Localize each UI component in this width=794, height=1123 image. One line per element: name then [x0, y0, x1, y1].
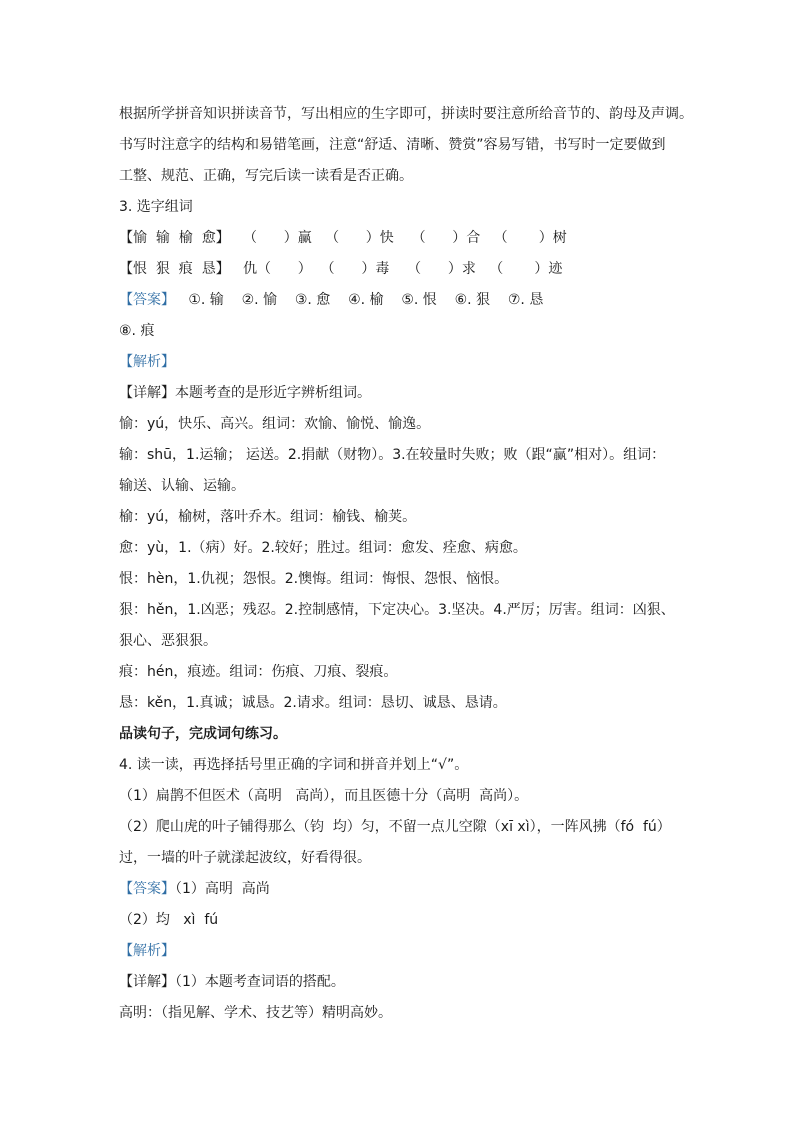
question-4-sentence-1: （1）扁鹊不但医术（高明 高尚），而且医德十分（高明 高尚）。 — [119, 788, 529, 804]
question-3-title: 3. 选字组词 — [119, 199, 193, 215]
question-4-title: 4. 读一读，再选择括号里正确的字词和拼音并划上“√”。 — [119, 757, 469, 773]
paragraph-line: 书写时注意字的结构和易错笔画，注意“舒适、清晰、赞赏”容易写错，书写时一定要做到 — [119, 137, 666, 153]
detail-line — [119, 384, 371, 402]
question-3-row-2: 【恨 狠 痕 恳】 仇（ ） （ ）毒 （ ）求 （ ）迹 — [119, 261, 563, 277]
definition-line: 痕：hén，痕迹。组词：伤痕、刀痕、裂痕。 — [119, 664, 398, 680]
detail-label: 【详解】 — [119, 385, 175, 401]
question-4-sentence-2-continued: 过，一墙的叶子就漾起波纹，好看得很。 — [119, 850, 371, 866]
definition-line: 愈：yù，1.（病）好。2.较好；胜过。组词：愈发、痊愈、病愈。 — [119, 540, 527, 556]
section-heading: 品读句子，完成词句练习。 — [119, 726, 287, 742]
answer-values: ①. 输 ②. 愉 ③. 愈 ④. 榆 ⑤. 恨 ⑥. 狠 ⑦. 恳 — [175, 292, 544, 308]
definition-line: 狠心、恶狠狠。 — [119, 633, 217, 649]
definition-line: 狠：hěn，1.凶恶；残忍。2.控制感情，下定决心。3.坚决。4.严厉；厉害。组词：凶狠、 — [119, 602, 675, 618]
detail-label: 【详解】 — [119, 974, 175, 990]
paragraph-line: 工整、规范、正确，写完后读一读看是否正确。 — [119, 168, 413, 184]
analysis-label: 【解析】 — [119, 943, 175, 959]
answer-line-continued: ⑧. 痕 — [119, 323, 155, 339]
definition-line: 恨：hèn，1.仇视；怨恨。2.懊悔。组词：悔恨、怨恨、恼恨。 — [119, 571, 509, 587]
definition-line: 恳：kěn，1.真诚；诚恳。2.请求。组词：恳切、诚恳、恳请。 — [119, 695, 507, 711]
answer-1: （1）高明 高尚 — [175, 881, 270, 897]
question-4-sentence-2: （2）爬山虎的叶子铺得那么（钧 均）匀，不留一点儿空隙（xī xì），一阵风拂（fó fú） — [119, 819, 671, 835]
definition-line: 输送、认输、运输。 — [119, 478, 245, 494]
answer-line — [119, 880, 270, 898]
detail-text: （1）本题考查词语的搭配。 — [175, 974, 345, 990]
detail-text: 本题考查的是形近字辨析组词。 — [175, 385, 371, 401]
answer-line — [119, 291, 543, 309]
detail-line — [119, 973, 345, 991]
question-3-row-1: 【愉 输 榆 愈】 （ ）赢 （ ）快 （ ）合 （ ）树 — [119, 230, 567, 246]
answer-2: （2）均 xì fú — [119, 912, 219, 928]
definition-line: 榆：yú，榆树，落叶乔木。组词：榆钱、榆荚。 — [119, 509, 417, 525]
definition-line: 高明：（指见解、学术、技艺等）精明高妙。 — [119, 1005, 392, 1021]
definition-line: 愉：yú，快乐、高兴。组词：欢愉、愉悦、愉逸。 — [119, 416, 431, 432]
analysis-label: 【解析】 — [119, 354, 175, 370]
answer-label: 【答案】 — [119, 881, 175, 897]
answer-label: 【答案】 — [119, 292, 175, 308]
paragraph-line: 根据所学拼音知识拼读音节，写出相应的生字即可，拼读时要注意所给音节的、韵母及声调。 — [119, 106, 693, 122]
definition-line: 输：shū，1.运输； 运送。2.捐献（财物）。3.在较量时失败；败（跟“赢”相对）。组词： — [119, 447, 666, 463]
